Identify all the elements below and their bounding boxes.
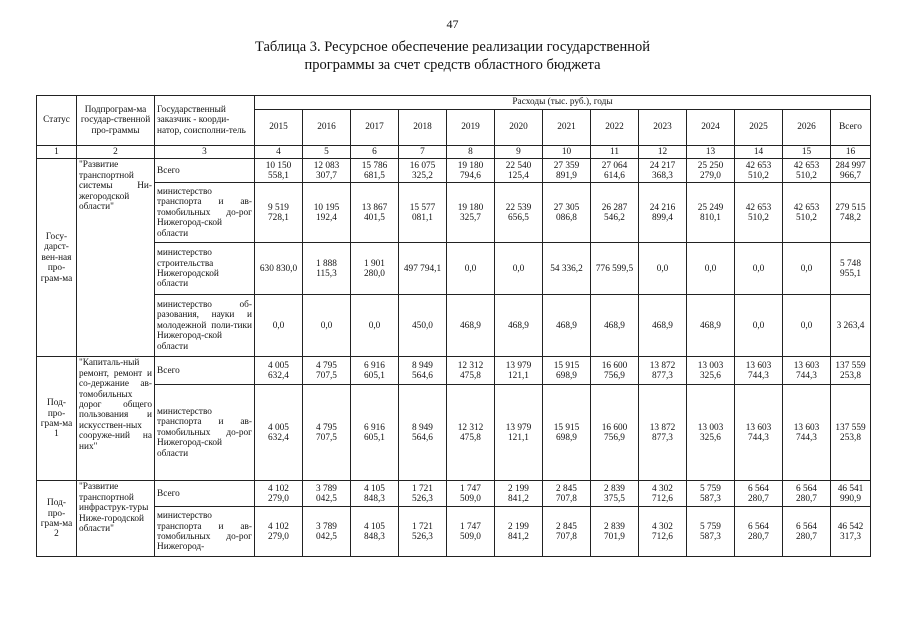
value-cell: 42 653 510,2 bbox=[783, 183, 831, 243]
value-cell: 27 305 086,8 bbox=[543, 183, 591, 243]
value-cell: 9 519 728,1 bbox=[255, 183, 303, 243]
value-cell: 24 216 899,4 bbox=[639, 183, 687, 243]
table-row bbox=[37, 481, 871, 507]
value-cell: 6 564 280,7 bbox=[735, 481, 783, 507]
column-index: 9 bbox=[495, 146, 543, 159]
value-cell: 12 083 307,7 bbox=[303, 159, 351, 183]
value-cell: 5 759 587,3 bbox=[687, 507, 735, 557]
value-cell: 776 599,5 bbox=[591, 243, 639, 295]
header-year: 2017 bbox=[351, 110, 399, 146]
value-cell: 5 759 587,3 bbox=[687, 481, 735, 507]
resource-table bbox=[36, 95, 871, 557]
value-cell: 468,9 bbox=[543, 295, 591, 357]
value-cell: 12 312 475,8 bbox=[447, 357, 495, 385]
column-index: 8 bbox=[447, 146, 495, 159]
value-cell: 2 845 707,8 bbox=[543, 507, 591, 557]
header-year: 2018 bbox=[399, 110, 447, 146]
header-status: Статус bbox=[37, 96, 77, 146]
subprogram-cell: "Капиталь-ный ремонт, ремонт и со-держание ав-томобильных дорог общего пользования и искусствен-ных сооруже-ний на них" bbox=[77, 357, 155, 481]
customer-cell: министерство транспорта и ав-томобильных до-рог Нижегород-ской области bbox=[155, 385, 255, 481]
value-cell: 450,0 bbox=[399, 295, 447, 357]
page-number: 47 bbox=[446, 17, 459, 31]
customer-cell: министерство строительства Нижегородской области bbox=[155, 243, 255, 295]
column-index: 14 bbox=[735, 146, 783, 159]
value-cell: 13 003 325,6 bbox=[687, 357, 735, 385]
status-cell: Госу-дарст-вен-ная про-грам-ма bbox=[37, 159, 77, 357]
column-index: 5 bbox=[303, 146, 351, 159]
value-cell: 46 542 317,3 bbox=[831, 507, 871, 557]
value-cell: 0,0 bbox=[255, 295, 303, 357]
header-customer: Государственный заказчик - коорди-натор, соисполни-тель bbox=[155, 96, 255, 146]
table-row bbox=[37, 295, 871, 357]
value-cell: 0,0 bbox=[495, 243, 543, 295]
value-cell: 630 830,0 bbox=[255, 243, 303, 295]
header-year: 2020 bbox=[495, 110, 543, 146]
value-cell: 13 003 325,6 bbox=[687, 385, 735, 481]
value-cell: 0,0 bbox=[447, 243, 495, 295]
value-cell: 13 979 121,1 bbox=[495, 385, 543, 481]
table-row bbox=[37, 507, 871, 557]
value-cell: 5 748 955,1 bbox=[831, 243, 871, 295]
value-cell: 13 867 401,5 bbox=[351, 183, 399, 243]
value-cell: 26 287 546,2 bbox=[591, 183, 639, 243]
value-cell: 13 603 744,3 bbox=[783, 357, 831, 385]
subprogram-cell: "Развитие транспортной системы Ни-жегородской области" bbox=[77, 159, 155, 357]
header-year: 2016 bbox=[303, 110, 351, 146]
customer-cell: Всего bbox=[155, 357, 255, 385]
customer-cell: министерство об-разования, науки и молодежной поли-тики Нижегород-ской области bbox=[155, 295, 255, 357]
value-cell: 22 540 125,4 bbox=[495, 159, 543, 183]
value-cell: 0,0 bbox=[303, 295, 351, 357]
value-cell: 0,0 bbox=[687, 243, 735, 295]
column-index: 15 bbox=[783, 146, 831, 159]
value-cell: 0,0 bbox=[783, 295, 831, 357]
value-cell: 2 199 841,2 bbox=[495, 507, 543, 557]
value-cell: 2 839 375,5 bbox=[591, 481, 639, 507]
value-cell: 27 064 614,6 bbox=[591, 159, 639, 183]
header-year: 2023 bbox=[639, 110, 687, 146]
column-index: 12 bbox=[639, 146, 687, 159]
table-row bbox=[37, 243, 871, 295]
value-cell: 25 250 279,0 bbox=[687, 159, 735, 183]
value-cell: 22 539 656,5 bbox=[495, 183, 543, 243]
header-year: 2022 bbox=[591, 110, 639, 146]
value-cell: 16 600 756,9 bbox=[591, 357, 639, 385]
value-cell: 3 789 042,5 bbox=[303, 481, 351, 507]
value-cell: 4 005 632,4 bbox=[255, 385, 303, 481]
column-index: 10 bbox=[543, 146, 591, 159]
header-year: 2021 bbox=[543, 110, 591, 146]
header-year: 2019 bbox=[447, 110, 495, 146]
value-cell: 19 180 794,6 bbox=[447, 159, 495, 183]
column-index: 11 bbox=[591, 146, 639, 159]
table-row bbox=[37, 385, 871, 481]
value-cell: 15 915 698,9 bbox=[543, 357, 591, 385]
status-cell: Под-про-грам-ма 1 bbox=[37, 357, 77, 481]
value-cell: 13 872 877,3 bbox=[639, 385, 687, 481]
value-cell: 25 249 810,1 bbox=[687, 183, 735, 243]
value-cell: 10 195 192,4 bbox=[303, 183, 351, 243]
value-cell: 19 180 325,7 bbox=[447, 183, 495, 243]
value-cell: 6 564 280,7 bbox=[783, 507, 831, 557]
value-cell: 13 603 744,3 bbox=[735, 357, 783, 385]
value-cell: 468,9 bbox=[495, 295, 543, 357]
header-subprogram: Подпрограм-ма государ-ственной про-граммы bbox=[77, 96, 155, 146]
header-index-row bbox=[37, 146, 871, 159]
table-row bbox=[37, 357, 871, 385]
value-cell: 12 312 475,8 bbox=[447, 385, 495, 481]
value-cell: 284 997 966,7 bbox=[831, 159, 871, 183]
value-cell: 1 747 509,0 bbox=[447, 481, 495, 507]
value-cell: 6 564 280,7 bbox=[735, 507, 783, 557]
subprogram-cell: "Развитие транспортной инфраструк-туры Ниже-городской области" bbox=[77, 481, 155, 557]
value-cell: 13 979 121,1 bbox=[495, 357, 543, 385]
value-cell: 6 916 605,1 bbox=[351, 357, 399, 385]
customer-cell: министерство транспорта и ав-томобильных до-рог Нижегород- bbox=[155, 507, 255, 557]
value-cell: 27 359 891,9 bbox=[543, 159, 591, 183]
value-cell: 1 888 115,3 bbox=[303, 243, 351, 295]
customer-cell: министерство транспорта и ав-томобильных до-рог Нижегород-ской области bbox=[155, 183, 255, 243]
value-cell: 468,9 bbox=[639, 295, 687, 357]
customer-cell: Всего bbox=[155, 159, 255, 183]
value-cell: 3 263,4 bbox=[831, 295, 871, 357]
value-cell: 13 603 744,3 bbox=[735, 385, 783, 481]
column-index: 2 bbox=[77, 146, 155, 159]
value-cell: 24 217 368,3 bbox=[639, 159, 687, 183]
value-cell: 8 949 564,6 bbox=[399, 385, 447, 481]
value-cell: 3 789 042,5 bbox=[303, 507, 351, 557]
value-cell: 8 949 564,6 bbox=[399, 357, 447, 385]
value-cell: 137 559 253,8 bbox=[831, 357, 871, 385]
value-cell: 13 872 877,3 bbox=[639, 357, 687, 385]
value-cell: 6 916 605,1 bbox=[351, 385, 399, 481]
header-year: 2024 bbox=[687, 110, 735, 146]
value-cell: 4 302 712,6 bbox=[639, 507, 687, 557]
table-title bbox=[0, 38, 905, 74]
value-cell: 4 005 632,4 bbox=[255, 357, 303, 385]
column-index: 16 bbox=[831, 146, 871, 159]
value-cell: 468,9 bbox=[687, 295, 735, 357]
value-cell: 4 105 848,3 bbox=[351, 507, 399, 557]
value-cell: 468,9 bbox=[447, 295, 495, 357]
table-row bbox=[37, 159, 871, 183]
value-cell: 2 845 707,8 bbox=[543, 481, 591, 507]
value-cell: 10 150 558,1 bbox=[255, 159, 303, 183]
title-line-2: программы за счет средств областного бюджета bbox=[304, 57, 601, 73]
table-row bbox=[37, 183, 871, 243]
header-year: 2025 bbox=[735, 110, 783, 146]
value-cell: 497 794,1 bbox=[399, 243, 447, 295]
value-cell: 4 102 279,0 bbox=[255, 507, 303, 557]
value-cell: 0,0 bbox=[639, 243, 687, 295]
value-cell: 279 515 748,2 bbox=[831, 183, 871, 243]
value-cell: 15 577 081,1 bbox=[399, 183, 447, 243]
value-cell: 16 075 325,2 bbox=[399, 159, 447, 183]
value-cell: 468,9 bbox=[591, 295, 639, 357]
column-index: 4 bbox=[255, 146, 303, 159]
value-cell: 1 721 526,3 bbox=[399, 481, 447, 507]
column-index: 1 bbox=[37, 146, 77, 159]
value-cell: 4 105 848,3 bbox=[351, 481, 399, 507]
value-cell: 4 795 707,5 bbox=[303, 357, 351, 385]
value-cell: 42 653 510,2 bbox=[735, 183, 783, 243]
value-cell: 42 653 510,2 bbox=[783, 159, 831, 183]
value-cell: 4 795 707,5 bbox=[303, 385, 351, 481]
header-year: 2026 bbox=[783, 110, 831, 146]
value-cell: 0,0 bbox=[735, 243, 783, 295]
column-index: 3 bbox=[155, 146, 255, 159]
value-cell: 137 559 253,8 bbox=[831, 385, 871, 481]
header-expenses: Расходы (тыс. руб.), годы bbox=[255, 96, 871, 110]
value-cell: 16 600 756,9 bbox=[591, 385, 639, 481]
value-cell: 2 839 701,9 bbox=[591, 507, 639, 557]
value-cell: 4 302 712,6 bbox=[639, 481, 687, 507]
value-cell: 2 199 841,2 bbox=[495, 481, 543, 507]
value-cell: 13 603 744,3 bbox=[783, 385, 831, 481]
value-cell: 1 721 526,3 bbox=[399, 507, 447, 557]
value-cell: 54 336,2 bbox=[543, 243, 591, 295]
value-cell: 6 564 280,7 bbox=[783, 481, 831, 507]
value-cell: 0,0 bbox=[735, 295, 783, 357]
value-cell: 15 786 681,5 bbox=[351, 159, 399, 183]
header-year: Всего bbox=[831, 110, 871, 146]
value-cell: 4 102 279,0 bbox=[255, 481, 303, 507]
value-cell: 1 747 509,0 bbox=[447, 507, 495, 557]
header-year: 2015 bbox=[255, 110, 303, 146]
value-cell: 0,0 bbox=[783, 243, 831, 295]
table-body bbox=[37, 159, 871, 557]
value-cell: 46 541 990,9 bbox=[831, 481, 871, 507]
column-index: 13 bbox=[687, 146, 735, 159]
column-index: 7 bbox=[399, 146, 447, 159]
value-cell: 42 653 510,2 bbox=[735, 159, 783, 183]
column-index: 6 bbox=[351, 146, 399, 159]
value-cell: 0,0 bbox=[351, 295, 399, 357]
status-cell: Под-про-грам-ма 2 bbox=[37, 481, 77, 557]
customer-cell: Всего bbox=[155, 481, 255, 507]
value-cell: 15 915 698,9 bbox=[543, 385, 591, 481]
title-line-1: Таблица 3. Ресурсное обеспечение реализации государственной bbox=[254, 39, 650, 55]
value-cell: 1 901 280,0 bbox=[351, 243, 399, 295]
